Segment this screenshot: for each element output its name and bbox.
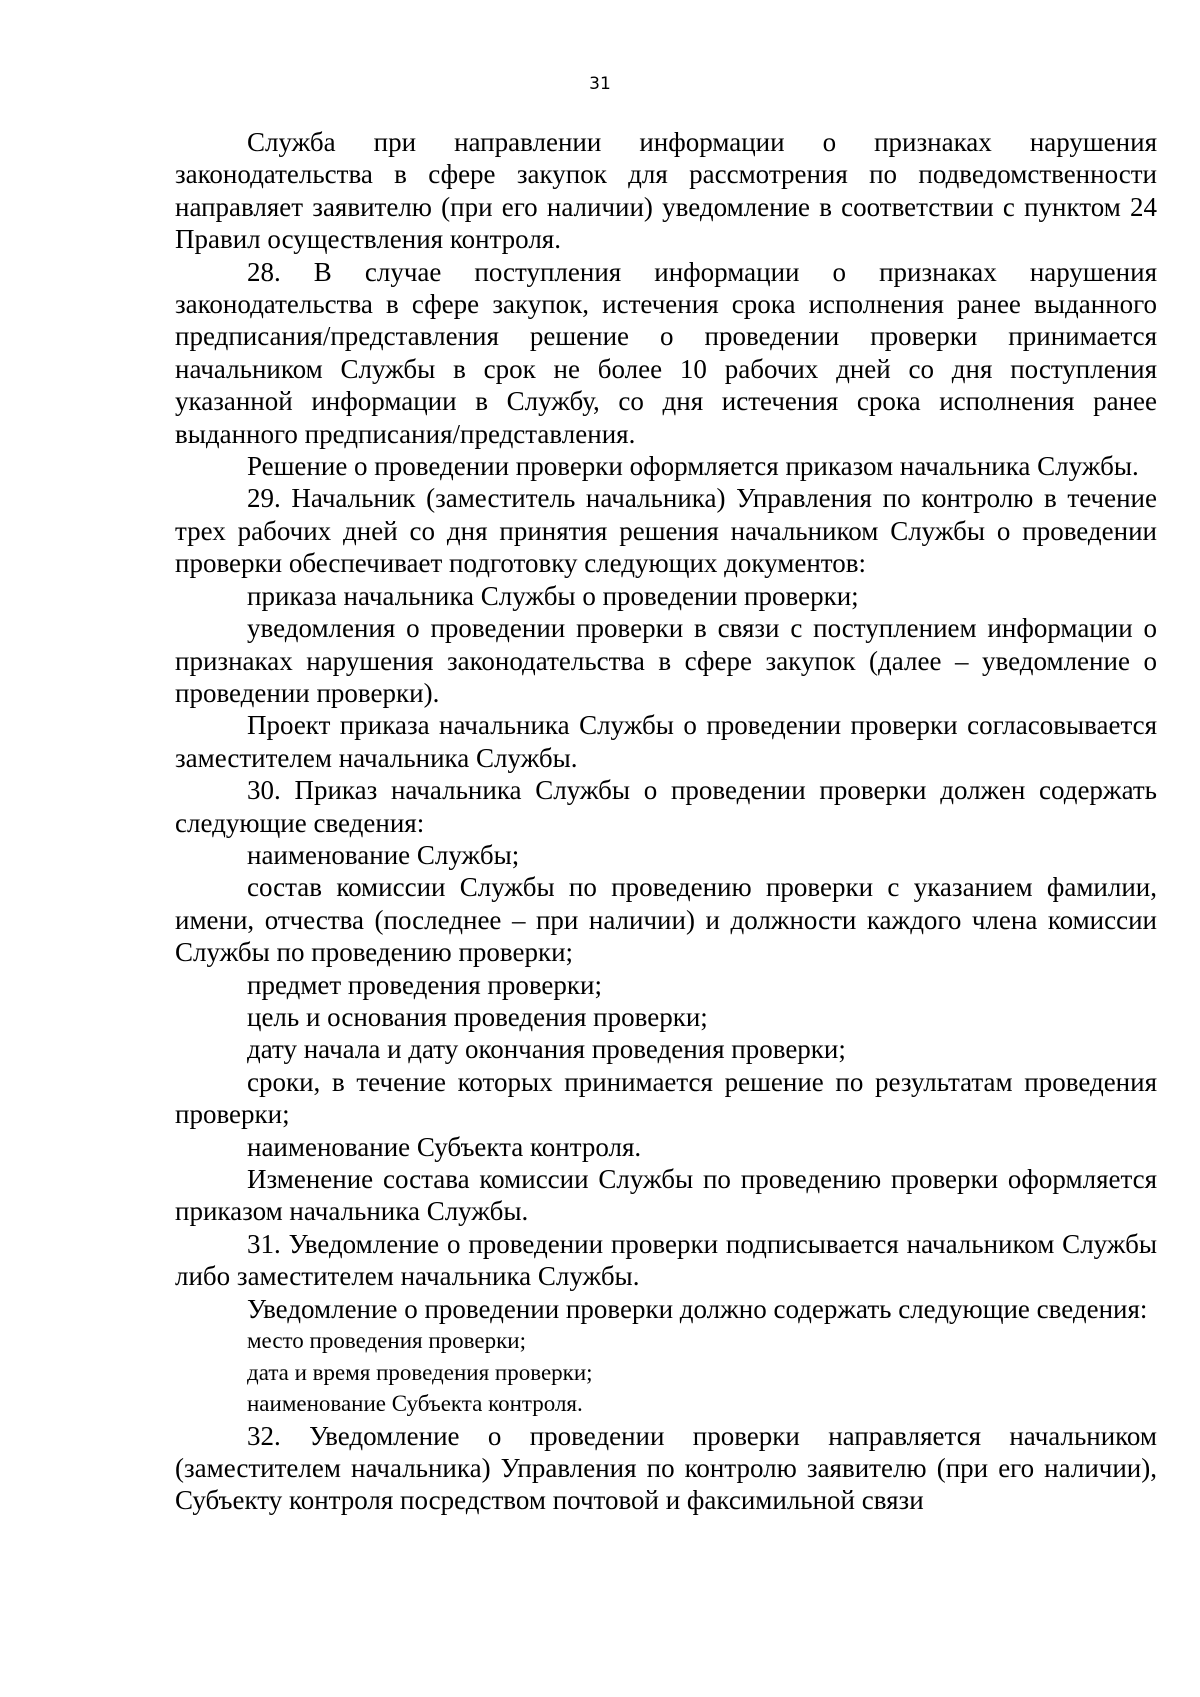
list-item-control-subject-name: наименование Субъекта контроля. [247, 1391, 583, 1417]
list-item-dates: дату начала и дату окончания проведения проверки; [247, 1034, 846, 1065]
paragraph-item-32: 32. Уведомление о проведении проверки направляется начальником (заместителем начальника) Управления по контролю заявителю (при его наличии), Субъекту контроля посредством почтовой и факсимильной связи [175, 1420, 1157, 1516]
paragraph-service-notification: Служба при направлении информации о признаках нарушения законодательства в сфере закупок для рассмотрения по подведомственности направляет заявителю (при его наличии) уведомление в соответствии с пунктом 24 Правил осуществления контроля. [175, 127, 1157, 255]
paragraph-draft-order: Проект приказа начальника Службы о проведении проверки согласовывается заместителем начальника Службы. [175, 710, 1157, 773]
list-item-order: приказа начальника Службы о проведении проверки; [247, 580, 859, 611]
list-item-subject: предмет проведения проверки; [247, 969, 602, 1000]
list-item-commission: состав комиссии Службы по проведению проверки с указанием фамилии, имени, отчества (последнее – при наличии) и должности каждого члена комиссии Службы по проведению проверки; [175, 872, 1157, 968]
list-item-place: место проведения проверки; [247, 1328, 526, 1354]
paragraph-decision-order: Решение о проведении проверки оформляется приказом начальника Службы. [247, 451, 1139, 482]
paragraph-notification-content: Уведомление о проведении проверки должно содержать следующие сведения: [247, 1293, 1148, 1324]
paragraph-item-30: 30. Приказ начальника Службы о проведении проверки должен содержать следующие сведения: [175, 775, 1157, 838]
list-item-terms: сроки, в течение которых принимается решение по результатам проведения проверки; [175, 1066, 1157, 1130]
page-number: 31 [589, 74, 611, 94]
list-item-datetime: дата и время проведения проверки; [247, 1359, 593, 1385]
list-item-purpose: цель и основания проведения проверки; [247, 1001, 708, 1032]
list-item-control-subject: наименование Субъекта контроля. [247, 1131, 642, 1162]
list-item-service-name: наименование Службы; [247, 839, 520, 870]
paragraph-item-31: 31. Уведомление о проведении проверки подписывается начальником Службы либо заместителем начальника Службы. [175, 1228, 1157, 1292]
paragraph-item-28: 28. В случае поступления информации о признаках нарушения законодательства в сфере закупок, истечения срока исполнения ранее выданного предписания/представления решение о проведении проверки принимается начальником Службы в срок не более 10 рабочих дней со дня поступления указанной информации в Службу, со дня истечения срока исполнения ранее выданного предписания/представления. [175, 256, 1157, 449]
document-body [175, 126, 1157, 1517]
list-item-notification: уведомления о проведении проверки в связи с поступлением информации о признаках нарушения законодательства в сфере закупок (далее – уведомление о проведении проверки). [175, 613, 1157, 708]
paragraph-item-29: 29. Начальник (заместитель начальника) Управления по контролю в течение трех рабочих дней со дня принятия решения начальником Службы о проведении проверки обеспечивает подготовку следующих документов: [175, 483, 1157, 579]
paragraph-commission-change: Изменение состава комиссии Службы по проведению проверки оформляется приказом начальника Службы. [175, 1164, 1157, 1227]
